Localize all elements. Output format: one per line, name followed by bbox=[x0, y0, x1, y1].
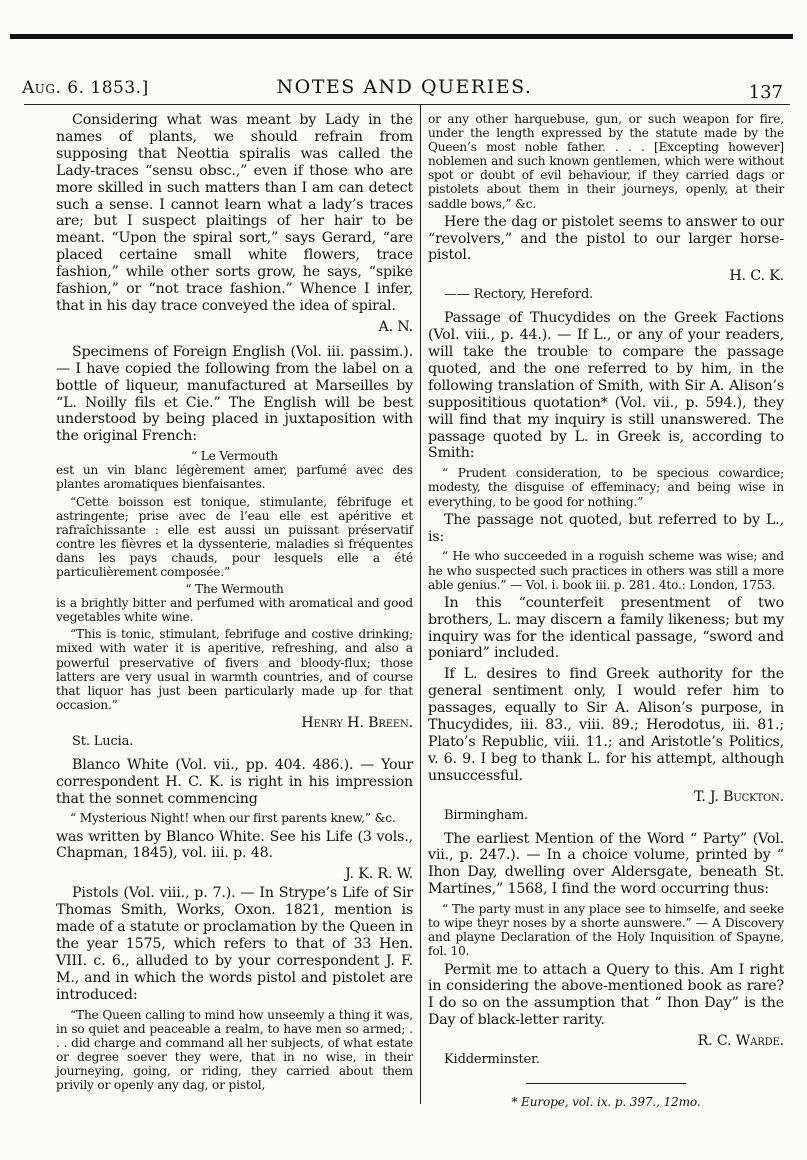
header-rule bbox=[24, 104, 790, 105]
paragraph-passage-not-quoted: The passage not quoted, but referred to by L., is: bbox=[428, 511, 784, 545]
page-header bbox=[22, 74, 787, 102]
paragraph-lady-traces: Considering what was meant by Lady in the names of plants, we should refrain from supposing that Neottia spiralis was called the Lady-traces “sensu obsc.,” even if those who are more skilled in such matters than I am can detect such a sense. I cannot learn what a lady’s traces are; but I suspect plaitings of her hair to be meant. “Upon the spiral sort,” says Gerard, “are placed certaine small white flowers, trace fashion,” while other sorts grow, he says, “spike fashion,” or “not trace fashion.” Whence I infer, that in his day trace conveyed the idea of spiral. bbox=[56, 112, 413, 314]
place-name: Kidderminster. bbox=[444, 1052, 540, 1068]
quote-text: “ He who succeeded in a roguish scheme was wise; and he who suspected such practices in others was still a more able genius.” — Vol. i. book iii. p. 281. 4to.: London, 1753. bbox=[428, 549, 784, 592]
signature: J. K. R. W. bbox=[345, 866, 413, 883]
paragraph-blanco-white: Blanco White (Vol. vii., pp. 404. 486.). — Your correspondent H. C. K. is right in his impression that the sonnet commencing bbox=[56, 756, 413, 807]
quote-text: “The Queen calling to mind how unseemly a thing it was, in so quiet and peaceable a realm, to have men so armed; . . . did charge and command all her subjects, of what estate or degree soever they were, that in no wise, in their journeying, going, or riding, they carried about them privily or openly any dag, or pistol, bbox=[56, 1007, 413, 1093]
header-date: Aug. 6. 1853.] bbox=[22, 78, 149, 98]
paragraph-counterfeit: In this “counterfeit presentment of two brothers, L. may discern a family likeness; but my inquiry was for the identical passage, “sword and poniard” included. bbox=[428, 594, 784, 662]
place-name: St. Lucia. bbox=[72, 733, 134, 749]
quote-text: “This is tonic, stimulant, febrifuge and costive drinking; mixed with water it is aperitive, refreshing, and also a powerful preservative of fivers and bloody-flux; those latters are very usual in warmth countries, and of course that liquor has just been particularly made up for that occasion.” bbox=[56, 627, 413, 712]
paragraph-query: Permit me to attach a Query to this. Am I right in considering the above-mentioned book as rare? I do so on the assumption that “ Ihon Day” is the Day of black-letter rarity. bbox=[428, 961, 784, 1029]
quote-title: “ The Wermouth bbox=[185, 582, 284, 597]
quote-text: “ Mysterious Night! when our first parents knew,” &c. bbox=[70, 811, 396, 826]
signature: T. J. Buckton. bbox=[693, 788, 784, 805]
paragraph-pistols: Pistols (Vol. viii., p. 7.). — In Strype’s Life of Sir Thomas Smith, Works, Oxon. 1821, mention is made of a statute or proclamation by the Queen in the year 1575, which refers to that of 33 Hen. VIII. c. 6., alluded to by your correspondent J. F. M., and in which the words pistol and pistolet are introduced: bbox=[56, 885, 413, 1003]
quote-text: “Cette boisson est tonique, stimulante, fébrifuge et astringente; prise avec de l’eau elle est apéritive et rafraîchissante : elle est aussi un puissant préservatif contre les fièvres et la dyssenterie, maladies si fréquentes dans les pays chauds, pour lesquels elle a été particulièrement composée.” bbox=[56, 494, 413, 579]
right-column bbox=[428, 112, 784, 1111]
quote-text: est un vin blanc légèrement amer, parfumé avec des plantes aromatiques bienfaisantes. bbox=[56, 463, 413, 492]
paragraph-dag-pistolet: Here the dag or pistolet seems to answer to our “revolvers,” and the pistol to our larger horse-pistol. bbox=[428, 213, 784, 264]
quote-text: “ The party must in any place see to himselfe, and seeke to wipe theyr noses by a shorte aunswere.” — A Discovery and playne Declaration of the Holy Inquisition of Spayne, fol. 10. bbox=[428, 902, 784, 959]
signature: Henry H. Breen. bbox=[301, 714, 413, 731]
quote-title: “ Le Vermouth bbox=[191, 449, 278, 464]
quote-text: is a brightly bitter and perfumed with aromatical and good vegetables white wine. bbox=[56, 596, 413, 625]
footnote-rule bbox=[526, 1083, 686, 1084]
quote-continuation: or any other harquebuse, gun, or such weapon for fire, under the length expressed by the statute made by the Queen’s most noble father. . . . [Excepting however] noblemen and such known gentlemen, which were without spot or doubt of evil behaviour, if they carried dags or pistolets about them in their journeys, openly, at their saddle bows,” &c. bbox=[428, 112, 784, 211]
paragraph-greek-authority: If L. desires to find Greek authority for the general sentiment only, I would refer him to passages, equally to Sir A. Alison’s purpose, in Thucydides, iii. 83., viii. 89.; Herodotus, iii. 81.; Plato’s Republic, viii. 11.; and Aristotle’s Politics, v. 6. 9. I beg to thank L. for his attempt, although unsuccessful. bbox=[428, 666, 784, 784]
place-name: Birmingham. bbox=[444, 807, 529, 823]
header-title: NOTES AND QUERIES. bbox=[276, 76, 533, 98]
paragraph-thucydides: Passage of Thucydides on the Greek Factions (Vol. viii., p. 44.). — If L., or any of your readers, will take the trouble to compare the passage quoted, and the one referred to by him, in the following translation of Smith, with Sir A. Alison’s supposititious quotation* (Vol. vii., p. 594.), they will find that my inquiry is still unanswered. The passage quoted by L. in Greek is, according to Smith: bbox=[428, 310, 784, 462]
column-divider bbox=[420, 104, 421, 1104]
quote-text: “ Prudent consideration, to be specious cowardice; modesty, the disguise of effeminacy; and being wise in everything, to be good for nothing.” bbox=[428, 466, 784, 509]
signature: A. N. bbox=[378, 318, 413, 335]
signature: R. C. Warde. bbox=[697, 1033, 784, 1050]
place-name: —— Rectory, Hereford. bbox=[444, 287, 594, 303]
paragraph-word-party: The earliest Mention of the Word “ Party” (Vol. vii., p. 247.). — In a choice volume, printed by “ Ihon Day, dwelling over Aldersgate, beneath St. Martines,” 1568, I find the word occurring thus: bbox=[428, 830, 784, 898]
signature: H. C. K. bbox=[729, 268, 784, 285]
top-rule bbox=[10, 34, 793, 39]
left-column bbox=[56, 112, 413, 1095]
page-number: 137 bbox=[748, 82, 783, 103]
footnote: * Europe, vol. ix. p. 397., 12mo. bbox=[511, 1094, 701, 1109]
paragraph-foreign-english: Specimens of Foreign English (Vol. iii. passim.). — I have copied the following from the label on a bottle of liqueur, manufactured at Marseilles by “L. Noilly fils et Cie.” The English will be best understood by being placed in juxtaposition with the original French: bbox=[56, 343, 413, 445]
paragraph-continuation: was written by Blanco White. See his Life (3 vols., Chapman, 1845), vol. iii. p. 48. bbox=[56, 828, 413, 862]
